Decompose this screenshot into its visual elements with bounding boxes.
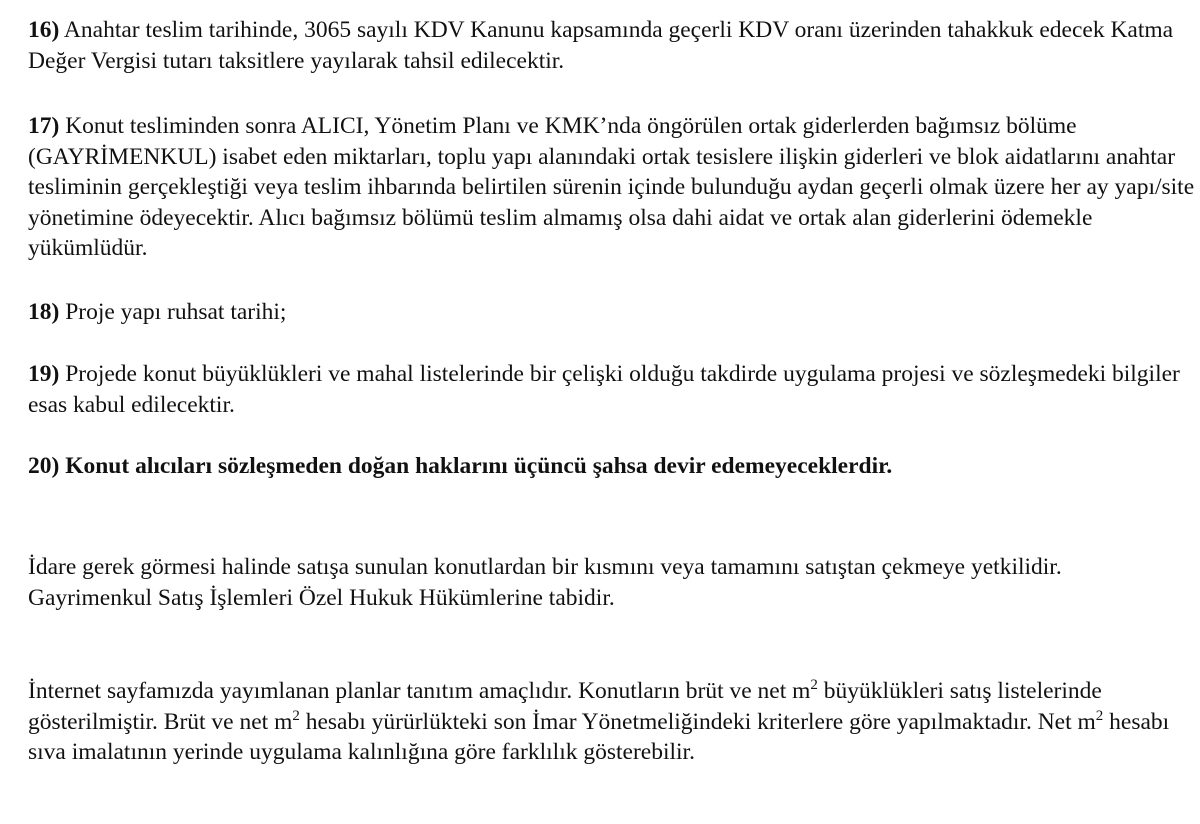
clause-text: Konut alıcıları sözleşmeden doğan haklarını üçüncü şahsa devir edemeyeceklerdir. — [65, 453, 893, 479]
clause-number: 16) — [28, 17, 60, 43]
clause-text: Projede konut büyüklükleri ve mahal listelerinde bir çelişki olduğu takdirde uygulama projesi ve sözleşmedeki bilgiler esas kabul edilecektir. — [28, 361, 1180, 418]
clause-17 — [28, 111, 1196, 264]
withdrawal-note-line1: İdare gerek görmesi halinde satışa sunulan konutlardan bir kısmını veya tamamını satıştan çekmeye yetkilidir. — [28, 554, 1062, 580]
clause-19 — [28, 359, 1196, 420]
clause-number: 19) — [28, 361, 60, 387]
clause-number: 18) — [28, 299, 60, 325]
plans-note-part4: hesabı sıva imalatının yerinde uygulama kalınlığına göre farklılık gösterebilir. — [28, 708, 1170, 765]
clause-text: Proje yapı ruhsat tarihi; — [65, 299, 287, 325]
clause-16 — [28, 15, 1196, 76]
plans-note-part3: hesabı yürürlükteki son İmar Yönetmeliğindeki kriterlere göre yapılmaktadır. Net m — [299, 708, 1096, 735]
clause-20 — [28, 451, 892, 482]
plans-note — [28, 676, 1196, 768]
clause-text: Konut tesliminden sonra ALICI, Yönetim Planı ve KMK’nda öngörülen ortak giderlerden bağımsız bölüme (GAYRİMENKUL) isabet eden miktarları, toplu yapı alanındaki ortak tesislere ilişkin giderleri ve blok aidatlarını anahtar tesliminin gerçekleştiği veya teslim ihbarında belirtilen sürenin içinde bulunduğu aydan geçerli olmak üzere her ay yapı/site yönetimine ödeyecektir. Alıcı bağımsız bölümü teslim almamış olsa dahi aidat ve ortak alan giderlerini ödemekle yükümlüdür. — [28, 113, 1195, 261]
withdrawal-note — [28, 552, 1062, 613]
clause-number: 17) — [28, 113, 60, 139]
superscript-2: 2 — [810, 677, 818, 693]
clause-18 — [28, 297, 286, 328]
clause-number: 20) — [28, 453, 60, 479]
superscript-2: 2 — [292, 707, 300, 724]
plans-note-part2: büyüklükleri satış listelerinde gösterilmiştir. Brüt ve net m — [28, 678, 1102, 735]
withdrawal-note-line2: Gayrimenkul Satış İşlemleri Özel Hukuk Hükümlerine tabidir. — [28, 584, 615, 611]
plans-note-part1: İnternet sayfamızda yayımlanan planlar tanıtım amaçlıdır. Konutların brüt ve net m — [28, 678, 811, 704]
superscript-2: 2 — [1095, 707, 1104, 724]
clause-text: Anahtar teslim tarihinde, 3065 sayılı KDV Kanunu kapsamında geçerli KDV oranı üzerinden tahakkuk edecek Katma Değer Vergisi tutarı taksitlere yayılarak tahsil edilecektir. — [28, 17, 1174, 74]
